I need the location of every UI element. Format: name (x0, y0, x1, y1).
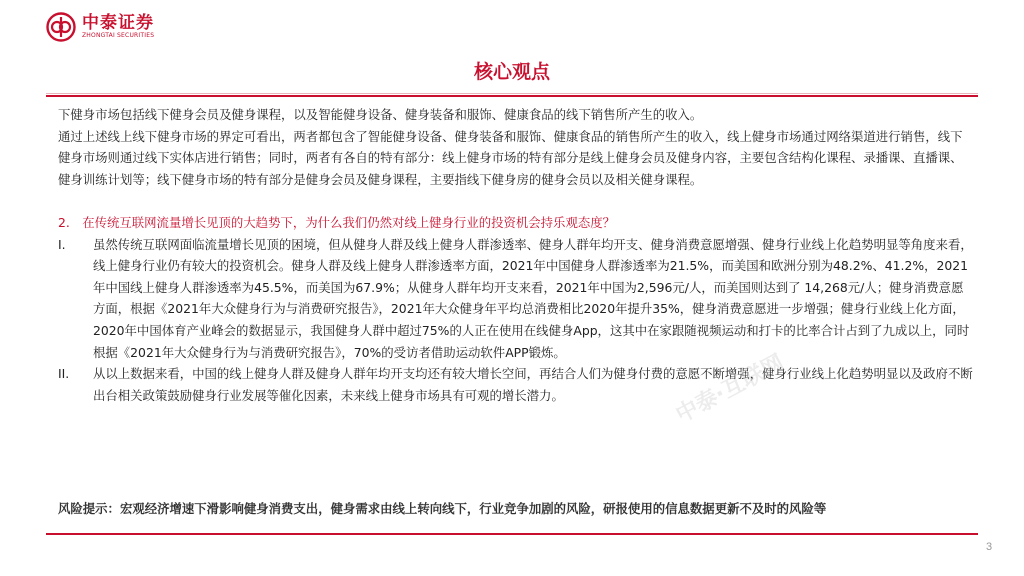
list-item (58, 363, 973, 406)
risk-warning: 风险提示：宏观经济增速下滑影响健身消费支出，健身需求由线上转向线下，行业竞争加剧的风险，研报使用的信息数据更新不及时的风险等 (58, 501, 827, 516)
list-item (58, 234, 973, 364)
list-item-number: II. (58, 366, 70, 382)
paragraph-market-comparison: 通过上述线上线下健身市场的界定可看出，两者都包含了智能健身设备、健身装备和服饰、健康食品的销售所产生的收入，线上健身市场通过网络渠道进行销售，线下健身市场则通过线下实体店进行销售；同时，两者有各自的特有部分：线上健身市场的特有部分是线上健身会员及健身内容，主要包含结构化课程、录播课、直播课、健身训练计划等；线下健身市场的特有部分是健身会员及健身课程，主要指线下健身房的健身会员以及相关健身课程。 (58, 128, 963, 187)
header (0, 0, 1024, 52)
title-divider-accent (46, 93, 978, 94)
page-title: 核心观点 (473, 61, 550, 83)
list-item-text: 从以上数据来看，中国的线上健身人群及健身人群年均开支均还有较大增长空间，再结合人们为健身付费的意愿不断增强，健身行业线上化趋势明显以及政府不断出台相关政策鼓励健身行业发展等催化因素，未来线上健身市场具有可观的增长潜力。 (93, 366, 973, 403)
company-logo (46, 12, 154, 42)
paragraph-offline-market: 下健身市场包括线下健身会员及健身课程，以及智能健身设备、健身装备和服饰、健康食品的线下销售所产生的收入。 (58, 107, 703, 122)
zhongtai-logo-icon (46, 12, 76, 42)
spacer (58, 190, 973, 212)
title-divider (46, 95, 978, 97)
question-heading: 2. 在传统互联网流量增长见顶的大趋势下，为什么我们仍然对线上健身行业的投资机会持乐观态度？ (58, 214, 616, 230)
list-item-text: 虽然传统互联网面临流量增长见顶的困境，但从健身人群及线上健身人群渗透率、健身人群年均开支、健身消费意愿增强、健身行业线上化趋势明显等角度来看，线上健身行业仍有较大的投资机会。健身人群及线上健身人群渗透率方面，2021年中国健身人群渗透率为21.5%，而美国和欧洲分别为48.2%、41.2%，2021年中国线上健身人群渗透率为45.5%，而美国为67.9%；从健身人群年均开支来看，2021年中国为2,596元/人，而美国则达到了 14,268元/人；健身消费意愿方面，根据《2021年大众健身行为与消费研究报告》，2021年大众健身年平均总消费相比2020年提升35%，健身消费意愿进一步增强；健身行业线上化方面，2020年中国体育产业峰会的数据显示，我国健身人群中超过75%的人正在使用在线健身App，这其中在家跟随视频运动和打卡的比率合计占到了九成以上，同时根据《2021年大众健身行为与消费研究报告》，70%的受访者借助运动软件APP锻炼。 (93, 236, 973, 360)
list-item-number: I. (58, 236, 66, 252)
watermark: 中泰·互联网 (671, 350, 789, 429)
main-content (58, 104, 973, 406)
logo-chinese-name: 中泰证券 (82, 13, 154, 33)
logo-text (82, 14, 154, 40)
footer-divider (46, 533, 978, 535)
logo-english-name: ZHONGTAI SECURITIES (82, 32, 155, 39)
page-number: 3 (986, 541, 993, 553)
